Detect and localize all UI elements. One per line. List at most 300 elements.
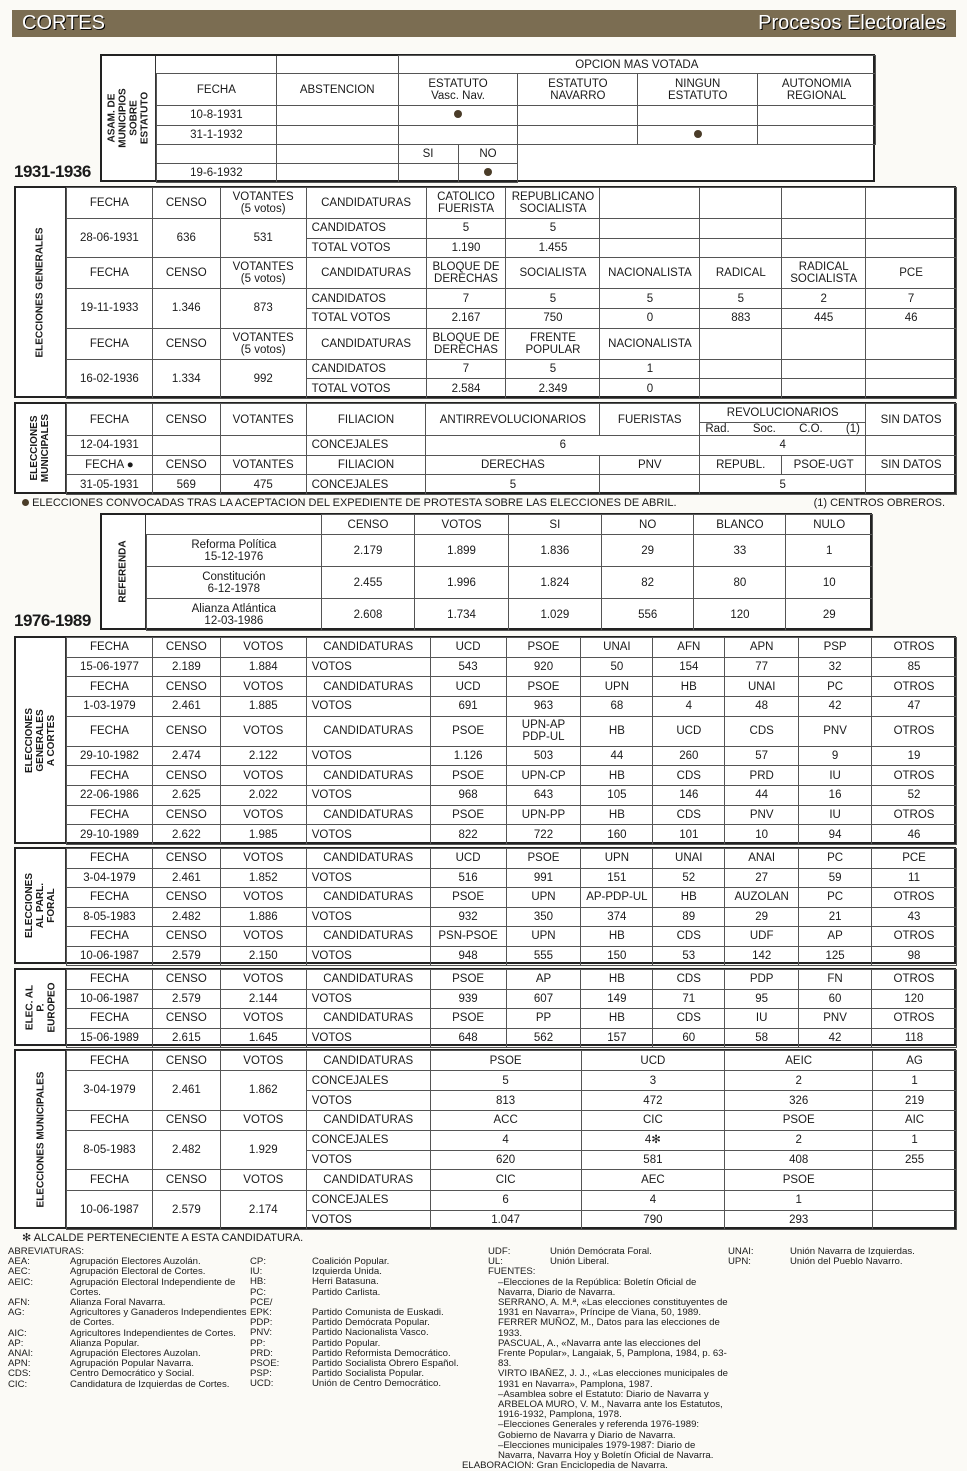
ref-val: 2.179 bbox=[321, 535, 415, 567]
party-name: OTROS bbox=[872, 677, 957, 697]
party-name: HB bbox=[581, 805, 653, 825]
party-name: UNAI bbox=[581, 638, 653, 658]
party-name: PC bbox=[799, 849, 872, 869]
cell: 6 bbox=[426, 436, 700, 456]
votes: 16 bbox=[799, 785, 872, 805]
header: CENSO bbox=[152, 1009, 220, 1029]
cell: PSOE-UGT bbox=[782, 455, 866, 475]
fuente: SERRANO, A. M.ª, «Las elecciones constituyentes de 1931 en Navarra», Príncipe de Viana, 50, 1989. bbox=[498, 1297, 728, 1319]
concejales: 4 bbox=[430, 1130, 581, 1150]
abbr-row: PDP: Partido Demócrata Popular. bbox=[250, 1317, 430, 1329]
candidatos: 5 bbox=[600, 289, 700, 309]
abbr-col-1 bbox=[8, 1247, 248, 1390]
cell: FILIACION bbox=[306, 404, 426, 436]
abbr-row: CP: Coalición Popular. bbox=[250, 1256, 390, 1267]
date: 28-06-1931 bbox=[67, 219, 153, 258]
party-name bbox=[866, 328, 957, 359]
votos: 1.862 bbox=[220, 1071, 306, 1110]
party-name: PSOE bbox=[430, 805, 506, 825]
votes: 2.584 bbox=[426, 379, 506, 399]
candidatos: 7 bbox=[426, 289, 506, 309]
abbr-row: PC: Partido Carlista. bbox=[250, 1286, 381, 1298]
party-name: IU bbox=[799, 766, 872, 786]
abbr-row: PP: Partido Popular. bbox=[250, 1337, 381, 1349]
votes: 260 bbox=[653, 746, 725, 766]
si-label: SI bbox=[398, 144, 458, 163]
concejales: 2 bbox=[725, 1130, 873, 1150]
party-name: PCE bbox=[872, 849, 957, 869]
abbr-row: ANAI: Agrupación Electores Auzolan. bbox=[8, 1348, 201, 1360]
votes: 691 bbox=[430, 696, 506, 716]
ref-val: 1 bbox=[786, 535, 873, 567]
fecha-header: FECHA bbox=[67, 258, 153, 289]
votes: 562 bbox=[506, 1028, 581, 1048]
ref-val: 2.455 bbox=[321, 567, 415, 599]
abbr-row: CIC: Candidatura de Izquierdas de Cortes. bbox=[8, 1378, 230, 1390]
votes: 722 bbox=[506, 825, 581, 845]
party-name: PSOE bbox=[430, 1009, 506, 1029]
fuente: PASCUAL, A., «Navarra ante las elecciones del Frente Popular», Langaiak, 5, Pamplona, 1984, p. 63-83. bbox=[498, 1337, 727, 1370]
party-name: PSOE bbox=[725, 1110, 873, 1130]
total-label: TOTAL VOTOS bbox=[306, 308, 426, 328]
header: CANDIDATURAS bbox=[306, 927, 430, 947]
generales-side: ELECCIONES GENERALES bbox=[16, 188, 66, 396]
elaboracion: ELABORACION: Gran Enciclopedia de Navarra. bbox=[462, 1460, 668, 1471]
party-name: UCD bbox=[430, 849, 506, 869]
fuentes-title: FUENTES: bbox=[488, 1266, 536, 1278]
referenda-side: REFERENDA bbox=[102, 515, 146, 628]
party-name: HB bbox=[581, 927, 653, 947]
header: FECHA bbox=[67, 849, 153, 869]
col-est-nav: ESTATUTO NAVARRO bbox=[518, 74, 638, 106]
votes: 42 bbox=[799, 696, 872, 716]
foral-table bbox=[66, 848, 957, 966]
date: 10-06-1987 bbox=[67, 989, 153, 1009]
votes bbox=[700, 238, 782, 258]
party-name: PRD bbox=[725, 766, 799, 786]
party-name: ACC bbox=[430, 1110, 581, 1130]
party-name: PNV bbox=[799, 716, 872, 746]
votes: 991 bbox=[506, 868, 581, 888]
votes bbox=[873, 1210, 957, 1229]
cell: 475 bbox=[220, 475, 306, 495]
header: VOTOS bbox=[220, 805, 306, 825]
party-name: BLOQUE DE DERECHAS bbox=[426, 258, 506, 289]
concejales: 4 bbox=[581, 1190, 725, 1210]
cell: FUERISTAS bbox=[600, 404, 700, 436]
votos: 1.884 bbox=[220, 657, 306, 677]
cell: 5 bbox=[700, 475, 866, 495]
concejales: 1 bbox=[873, 1071, 957, 1091]
votes: 21 bbox=[799, 907, 872, 927]
votes: 42 bbox=[799, 1028, 872, 1048]
ref-val: 2.608 bbox=[321, 599, 415, 631]
candidaturas-header: CANDIDATURAS bbox=[306, 258, 426, 289]
party-name: OTROS bbox=[872, 805, 957, 825]
header: CENSO bbox=[152, 1110, 220, 1130]
col-autonomia: AUTONOMIA REGIONAL bbox=[758, 74, 876, 106]
note-1: ELECCIONES CONVOCADAS TRAS LA ACEPTACION DEL EXPEDIENTE DE PROTESTA SOBRE LAS ELECCIONES DE ABRIL. bbox=[22, 497, 677, 509]
header: CANDIDATURAS bbox=[306, 677, 430, 697]
party-name: FN bbox=[799, 970, 872, 990]
party-name: OTROS bbox=[872, 888, 957, 908]
abbr-row: PRD: Partido Reformista Democrático. bbox=[250, 1347, 451, 1359]
header: VOTOS bbox=[220, 849, 306, 869]
party-name: CATOLICO FUERISTA bbox=[426, 188, 506, 219]
concejales-label: CONCEJALES bbox=[306, 1190, 430, 1210]
party-name: PSOE bbox=[506, 638, 581, 658]
ref-val: 33 bbox=[694, 535, 786, 567]
date: 16-02-1936 bbox=[67, 359, 153, 398]
estatuto-block bbox=[100, 54, 875, 182]
party-name bbox=[782, 188, 866, 219]
municipales-1979-block bbox=[14, 1049, 956, 1229]
header: FECHA bbox=[67, 766, 153, 786]
concejales: 4✻ bbox=[581, 1130, 725, 1150]
party-name bbox=[700, 328, 782, 359]
votes: 160 bbox=[581, 825, 653, 845]
estatuto-top: OPCION MAS VOTADA bbox=[398, 56, 875, 74]
candidatos bbox=[782, 359, 866, 379]
fecha-header: FECHA bbox=[67, 328, 153, 359]
votes: 52 bbox=[872, 785, 957, 805]
votes: 0 bbox=[600, 379, 700, 399]
votes: 95 bbox=[725, 989, 799, 1009]
votes: 963 bbox=[506, 696, 581, 716]
cell bbox=[866, 475, 957, 495]
dot-icon bbox=[22, 499, 29, 506]
votes: 118 bbox=[872, 1028, 957, 1048]
abbr-row: AG: Agricultores y Ganaderos Independientes de Cortes. bbox=[8, 1307, 247, 1329]
municipales-side: ELECCIONES MUNICIPALES bbox=[16, 404, 66, 492]
party-name: NACIONALISTA bbox=[600, 328, 700, 359]
concejales: 3 bbox=[581, 1071, 725, 1091]
party-name bbox=[782, 328, 866, 359]
votes: 326 bbox=[725, 1091, 873, 1110]
municipales-1979-table bbox=[66, 1050, 957, 1230]
votos-label: VOTOS bbox=[306, 825, 430, 845]
concejales: 6 bbox=[430, 1190, 581, 1210]
cell: ANTIRREVOLUCIONARIOS bbox=[426, 404, 600, 436]
party-name: BLOQUE DE DERECHAS bbox=[426, 328, 506, 359]
votes bbox=[782, 379, 866, 399]
votos-label: VOTOS bbox=[306, 989, 430, 1009]
party-name: PSOE bbox=[430, 888, 506, 908]
votes: 408 bbox=[725, 1151, 873, 1170]
censo: 2.579 bbox=[152, 1190, 220, 1230]
party-name: OTROS bbox=[872, 970, 957, 990]
votos-label: VOTOS bbox=[306, 1028, 430, 1048]
party-name: PSP bbox=[799, 638, 872, 658]
votes: 47 bbox=[872, 696, 957, 716]
party-name: UCD bbox=[653, 716, 725, 746]
censo: 2.482 bbox=[152, 1130, 220, 1169]
votes: 374 bbox=[581, 907, 653, 927]
votes: 472 bbox=[581, 1091, 725, 1110]
ref-name: Alianza Atlántica 12-03-1986 bbox=[147, 599, 322, 631]
votes: 98 bbox=[872, 946, 957, 966]
party-name bbox=[873, 1170, 957, 1190]
ref-col: SI bbox=[508, 515, 601, 535]
votes: 58 bbox=[725, 1028, 799, 1048]
candidatos: 7 bbox=[426, 359, 506, 379]
votantes: 531 bbox=[220, 219, 306, 258]
cell: 4 bbox=[700, 436, 866, 456]
header: VOTOS bbox=[220, 970, 306, 990]
party-name: PC bbox=[799, 888, 872, 908]
header: VOTOS bbox=[220, 1110, 306, 1130]
votos: 2.022 bbox=[220, 785, 306, 805]
censo: 636 bbox=[152, 219, 220, 258]
abbr-row: UNAI: Unión Navarra de Izquierdas. bbox=[728, 1246, 915, 1257]
censo: 2.615 bbox=[152, 1028, 220, 1048]
cell: FECHA bbox=[67, 404, 153, 436]
votes: 932 bbox=[430, 907, 506, 927]
party-name: UCD bbox=[430, 638, 506, 658]
party-name: UPN bbox=[506, 927, 581, 947]
candidatos bbox=[700, 359, 782, 379]
header: CANDIDATURAS bbox=[306, 1009, 430, 1029]
votes: 581 bbox=[581, 1151, 725, 1170]
era-1976: 1976-1989 bbox=[14, 611, 91, 630]
votes: 50 bbox=[581, 657, 653, 677]
abbr-row: APN: Agrupación Popular Navarra. bbox=[8, 1358, 194, 1370]
cell: VOTANTES bbox=[220, 404, 306, 436]
votos: 2.144 bbox=[220, 989, 306, 1009]
cell: REPUBL. bbox=[700, 455, 782, 475]
concejales: 1 bbox=[725, 1190, 873, 1210]
censo: 2.579 bbox=[152, 989, 220, 1009]
votos-label: VOTOS bbox=[306, 746, 430, 766]
header: FECHA bbox=[67, 638, 153, 658]
votos-label: VOTOS bbox=[306, 907, 430, 927]
party-name: CDS bbox=[653, 766, 725, 786]
fecha-header: FECHA bbox=[67, 188, 153, 219]
header: CENSO bbox=[152, 805, 220, 825]
party-name: UCD bbox=[430, 677, 506, 697]
header: CENSO bbox=[152, 716, 220, 746]
header: VOTOS bbox=[220, 1051, 306, 1071]
date: 3-04-1979 bbox=[67, 868, 153, 888]
party-name: UPN bbox=[506, 888, 581, 908]
cell: 5 bbox=[426, 475, 600, 495]
header: CANDIDATURAS bbox=[306, 970, 430, 990]
page-header bbox=[12, 10, 956, 37]
party-name: CDS bbox=[653, 805, 725, 825]
abbr-row: IU: Izquierda Unida. bbox=[250, 1266, 382, 1278]
votos: 1.852 bbox=[220, 868, 306, 888]
header: FECHA bbox=[67, 888, 153, 908]
header: CENSO bbox=[152, 638, 220, 658]
censo-header: CENSO bbox=[152, 258, 220, 289]
party-name: UNAI bbox=[653, 849, 725, 869]
header: CANDIDATURAS bbox=[306, 1051, 430, 1071]
party-name: AUZOLAN bbox=[725, 888, 799, 908]
candidatos: 1 bbox=[600, 359, 700, 379]
party-name: AEC bbox=[581, 1170, 725, 1190]
votos: 1.645 bbox=[220, 1028, 306, 1048]
header: FECHA bbox=[67, 677, 153, 697]
votes: 948 bbox=[430, 946, 506, 966]
votantes-header: VOTANTES (5 votos) bbox=[220, 258, 306, 289]
party-name: CIC bbox=[581, 1110, 725, 1130]
ref-col: VOTOS bbox=[415, 515, 509, 535]
date: 29-10-1982 bbox=[67, 746, 153, 766]
note-2: ✻ ALCALDE PERTENECIENTE A ESTA CANDIDATURA. bbox=[22, 1232, 304, 1244]
votes bbox=[782, 238, 866, 258]
votes: 46 bbox=[866, 308, 957, 328]
candidatos-label: CANDIDATOS bbox=[306, 359, 426, 379]
date: 3-04-1979 bbox=[67, 1071, 153, 1110]
header: FECHA bbox=[67, 1051, 153, 1071]
candidaturas-header: CANDIDATURAS bbox=[306, 188, 426, 219]
party-name: PSOE bbox=[506, 677, 581, 697]
party-name: UPN-AP PDP-UL bbox=[506, 716, 581, 746]
header: VOTOS bbox=[220, 1170, 306, 1190]
abbr-row: EPK: Partido Comunista de Euskadi. bbox=[250, 1307, 444, 1319]
header: CANDIDATURAS bbox=[306, 849, 430, 869]
header-left: CORTES bbox=[22, 12, 105, 34]
censo: 1.334 bbox=[152, 359, 220, 398]
header: CENSO bbox=[152, 970, 220, 990]
party-name: OTROS bbox=[872, 1009, 957, 1029]
party-name bbox=[600, 188, 700, 219]
votes: 968 bbox=[430, 785, 506, 805]
party-name: UPN bbox=[581, 677, 653, 697]
party-name: HB bbox=[653, 888, 725, 908]
votes: 27 bbox=[725, 868, 799, 888]
concejales: 1 bbox=[873, 1130, 957, 1150]
censo: 2.189 bbox=[152, 657, 220, 677]
europeo-block bbox=[14, 968, 956, 1046]
votos-label: VOTOS bbox=[306, 946, 430, 966]
votes: 44 bbox=[581, 746, 653, 766]
votos-label: VOTOS bbox=[306, 1091, 430, 1110]
candidatos: 5 bbox=[506, 219, 600, 239]
abbr-row: PSOE: Partido Socialista Obrero Español. bbox=[250, 1358, 459, 1370]
total-label: TOTAL VOTOS bbox=[306, 379, 426, 399]
votes: 146 bbox=[653, 785, 725, 805]
votes: 219 bbox=[873, 1091, 957, 1110]
cell: CONCEJALES bbox=[306, 436, 426, 456]
censo: 1.346 bbox=[152, 289, 220, 328]
party-name: PSOE bbox=[430, 716, 506, 746]
votantes: 992 bbox=[220, 359, 306, 398]
party-name: PSOE bbox=[430, 766, 506, 786]
party-name: UCD bbox=[581, 1051, 725, 1071]
cell: CONCEJALES bbox=[306, 475, 426, 495]
party-name: CIC bbox=[430, 1170, 581, 1190]
date: 8-05-1983 bbox=[67, 1130, 153, 1169]
censo: 2.461 bbox=[152, 1071, 220, 1110]
votes: 19 bbox=[872, 746, 957, 766]
party-name: ANAI bbox=[725, 849, 799, 869]
votos-label: VOTOS bbox=[306, 696, 430, 716]
ref-col: NO bbox=[601, 515, 694, 535]
ref-val: 1.836 bbox=[508, 535, 601, 567]
party-name: PNV bbox=[725, 805, 799, 825]
cell: 31-05-1931 bbox=[67, 475, 153, 495]
party-name: APN bbox=[725, 638, 799, 658]
votes: 68 bbox=[581, 696, 653, 716]
votos: 2.122 bbox=[220, 746, 306, 766]
votes: 4 bbox=[653, 696, 725, 716]
header: VOTOS bbox=[220, 677, 306, 697]
header: CENSO bbox=[152, 927, 220, 947]
party-name: HB bbox=[581, 1009, 653, 1029]
abbr-row: HB: Herri Batasuna. bbox=[250, 1276, 379, 1288]
votes: 60 bbox=[653, 1028, 725, 1048]
header: FECHA bbox=[67, 805, 153, 825]
party-name: CDS bbox=[653, 927, 725, 947]
votes: 939 bbox=[430, 989, 506, 1009]
dot-icon bbox=[694, 130, 702, 138]
abbr-row: AEC: Agrupación Electoral de Cortes. bbox=[8, 1266, 206, 1278]
party-name: IU bbox=[799, 805, 872, 825]
date: 19-6-1932 bbox=[157, 163, 277, 182]
europeo-table bbox=[66, 969, 957, 1048]
abbr-row: AEA: Agrupación Electores Auzolán. bbox=[8, 1256, 201, 1268]
votes: 503 bbox=[506, 746, 581, 766]
date: 8-05-1983 bbox=[67, 907, 153, 927]
votes: 648 bbox=[430, 1028, 506, 1048]
votes: 1.126 bbox=[430, 746, 506, 766]
party-name: AEIC bbox=[725, 1051, 873, 1071]
abbr-row: CDS: Centro Democrático y Social. bbox=[8, 1368, 195, 1380]
censo: 2.461 bbox=[152, 696, 220, 716]
ref-val: 1.996 bbox=[415, 567, 509, 599]
party-name: UNAI bbox=[725, 677, 799, 697]
censo: 2.622 bbox=[152, 825, 220, 845]
abbr-row: PSP: Partido Socialista Popular. bbox=[250, 1368, 424, 1380]
party-name: REPUBLICANO SOCIALISTA bbox=[506, 188, 600, 219]
header: VOTOS bbox=[220, 927, 306, 947]
cell: VOTANTES bbox=[220, 455, 306, 475]
party-name: PSOE bbox=[725, 1170, 873, 1190]
censo: 2.461 bbox=[152, 868, 220, 888]
ref-val: 82 bbox=[601, 567, 694, 599]
censo: 2.474 bbox=[152, 746, 220, 766]
party-name: AP bbox=[799, 927, 872, 947]
no-label: NO bbox=[458, 144, 518, 163]
party-name: PNV bbox=[799, 1009, 872, 1029]
date: 29-10-1989 bbox=[67, 825, 153, 845]
votes: 920 bbox=[506, 657, 581, 677]
header: VOTOS bbox=[220, 888, 306, 908]
votes: 43 bbox=[872, 907, 957, 927]
censo: 2.625 bbox=[152, 785, 220, 805]
votantes-header: VOTANTES (5 votos) bbox=[220, 188, 306, 219]
fuente: –Elecciones municipales 1979-1987: Diario de Navarra, Navarra Hoy y Boletín Oficial de Navarra. bbox=[498, 1439, 714, 1462]
abbr-row: UDF: Unión Demócrata Foral. bbox=[488, 1246, 652, 1257]
abbr-row: AFN: Alianza Foral Navarra. bbox=[8, 1297, 166, 1309]
header: CANDIDATURAS bbox=[306, 716, 430, 746]
col-fecha: FECHA bbox=[157, 74, 277, 106]
ref-col: BLANCO bbox=[694, 515, 786, 535]
party-name bbox=[700, 188, 782, 219]
col-est-vasc: ESTATUTO Vasc. Nav. bbox=[398, 74, 518, 106]
candidatos bbox=[700, 219, 782, 239]
votes: 2.349 bbox=[506, 379, 600, 399]
votes bbox=[866, 379, 957, 399]
votos: 1.885 bbox=[220, 696, 306, 716]
votes: 59 bbox=[799, 868, 872, 888]
candidatos bbox=[600, 219, 700, 239]
party-name: PC bbox=[799, 677, 872, 697]
votes: 1.190 bbox=[426, 238, 506, 258]
rev-sub: Rad. Soc. C.O. (1) bbox=[700, 422, 866, 435]
abbr-row: AIC: Agricultores Independientes de Cortes. bbox=[8, 1327, 236, 1339]
